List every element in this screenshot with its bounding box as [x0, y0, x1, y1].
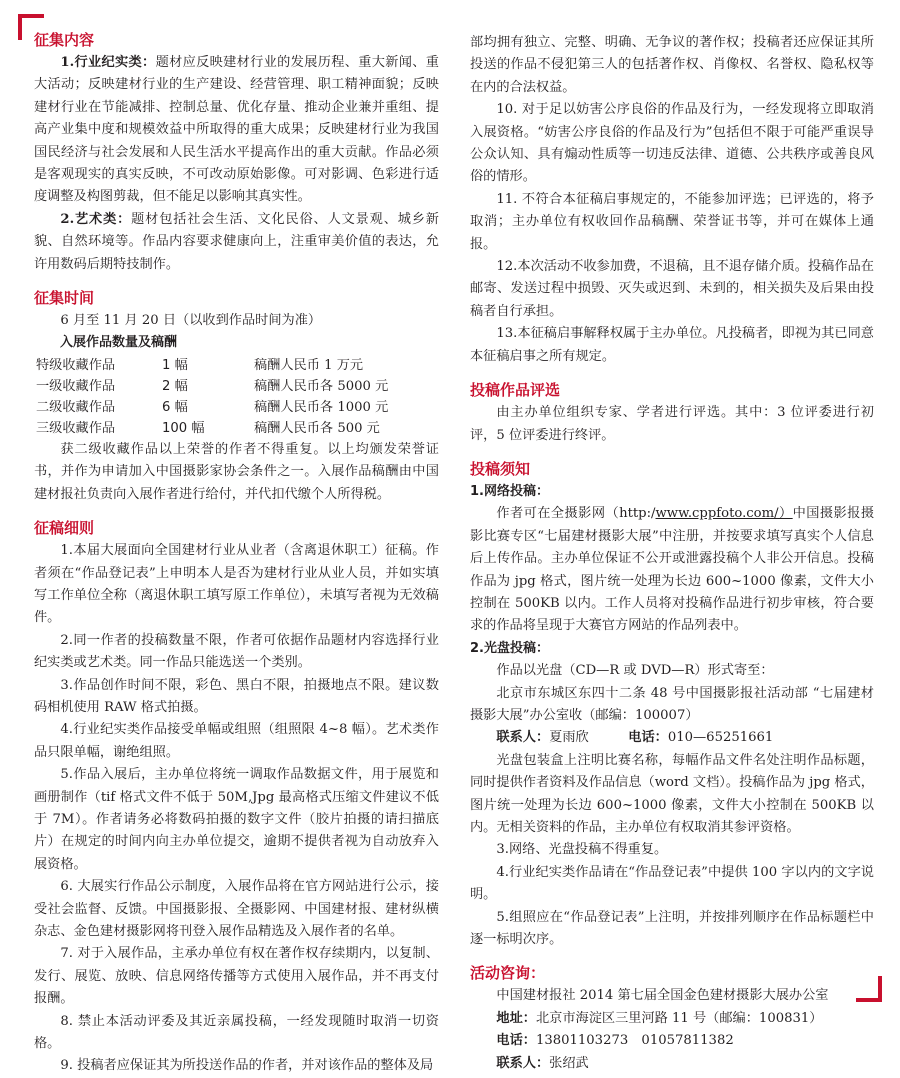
section-heading-collect-time: 征集时间	[34, 289, 95, 308]
online-submission-text: 作者可在全摄影网（http:/www.cppfoto.com/）中国摄影报摄影比赛专区“七届建材摄影大展”中注册，并按要求填写真实个人信息后上传作品。主办单位保证不公开或泄露投稿个人非公开信息。投稿作品为 jpg 格式，图片统一处理为长边 600~1000 像素，文件大小控制在 500KB 以内。工作人员将对投稿作品进行初步审核，符合要求的作品将呈现于大赛官方网站的作品列表中。	[470, 506, 875, 634]
section-heading-judging: 投稿作品评选	[470, 381, 561, 400]
disc-contact-phone: 010—65251661	[667, 730, 774, 746]
rule-item: 3.作品创作时间不限，彩色、黑白不限，拍摄地点不限。建议数码相机使用 RAW 格式拍摄。	[34, 677, 439, 715]
collect-date-line: 6 月至 11 月 20 日（以收到作品时间为准）	[60, 313, 322, 329]
section-heading-rules: 征稿细则	[34, 519, 95, 538]
online-submission-heading: 1.网络投稿：	[470, 483, 549, 499]
rule-item: 6. 大展实行作品公示制度，入展作品将在官方网站进行公示，接受社会监督、反馈。中国摄影报、全摄影网、中国建材报、建材纵横杂志、金色建材摄影网将刊登入展作品精选及入展作者的名单。	[34, 879, 439, 939]
payment-row: 一级收藏作品 2 幅 稿酬人民币各 5000 元	[36, 378, 389, 394]
section-heading-consult: 活动咨询：	[470, 964, 546, 983]
website-link[interactable]: www.cppfoto.com/）	[655, 506, 793, 522]
paragraph-industry-category: 1.行业纪实类：题材应反映建材行业的发展历程、重大新闻、重大活动；反映建材行业的生产建设、经营管理、职工精神面貌；反映建材行业在节能减排、控制总量、优化存量、推动企业兼并重组、提高产业集中度和规模效益中所取得的重大成果；反映建材行业为我国国民经济与社会发展和人民生活水平提高作出的重大贡献。作品必须是客观现实的真实反映，不可改动原始影像。可对影调、色彩进行适度调整及构图剪裁，但不能足以影响其真实性。	[34, 55, 439, 205]
rule-item: 5.作品入展后，主办单位将统一调取作品数据文件，用于展览和画册制作（tif 格式文件不低于 50M,Jpg 最高格式压缩文件建议不低于 7M）。作者请务必将数码拍摄的数字文件（胶片拍摄的请扫描底片）在规定的时间内向主办单位提交，逾期不提供者视为自动放弃入展资格。	[34, 767, 439, 872]
disc-submission-text: 作品以光盘（CD—R 或 DVD—R）形式寄至：	[496, 663, 774, 679]
disc-submission-heading: 2.光盘投稿：	[470, 640, 549, 656]
paragraph-art-category: 2.艺术类：题材包括社会生活、文化民俗、人文景观、城乡新貌、自然环境等。作品内容要求健康向上，注重审美价值的表达，允许用数码后期特技制作。	[34, 211, 439, 272]
payment-table	[36, 355, 388, 439]
rule-item: 8. 禁止本活动评委及其近亲属投稿，一经发现随时取消一切资格。	[34, 1013, 439, 1052]
rule-item: 1.本届大展面向全国建材行业从业者（含离退休职工）征稿。作者须在“作品登记表”上申明本人是否为建材行业从业人员，并如实填写工作单位全称（离退休职工填写原工作单位），未填写者视为无效稿件。	[34, 543, 439, 626]
rule-item: 9. 投稿者应保证其为所投送作品的作者，并对该作品的整体及局	[60, 1058, 434, 1074]
consult-address: 地址：北京市海淀区三里河路 11 号（邮编：100831）	[496, 1010, 823, 1026]
rule-item-continued: 部均拥有独立、完整、明确、无争议的著作权；投稿者还应保证其所投送的作品不侵犯第三人的包括著作权、肖像权、名誉权、隐私权等在内的合法权益。	[470, 35, 874, 95]
judging-text: 由主办单位组织专家、学者进行评选。其中：3 位评委进行初评，5 位评委进行终评。	[470, 405, 874, 443]
payment-row: 二级收藏作品 6 幅 稿酬人民币各 1000 元	[36, 399, 389, 415]
disc-contact-name: 夏雨欣	[549, 730, 589, 746]
submission-item: 5.组照应在“作品登记表”上注明，并按排列顺序在作品标题栏中逐一标明次序。	[470, 909, 874, 948]
disc-note: 光盘包装盒上注明比赛名称，每幅作品文件名处注明作品标题，同时提供作者资料及作品信息（word 文档）。投稿作品为 jpg 格式，图片统一处理为长边 600~1000 像素，文件大小控制在 500KB 以内。无相关资料的作品，主办单位有权取消其参评资格。	[470, 752, 874, 835]
payment-note: 获二级收藏作品以上荣誉的作者不得重复。以上均颁发荣誉证书，并作为申请加入中国摄影家协会条件之一。入展作品稿酬由中国建材报社负责向入展作者进行给付，并代扣代缴个人所得税。	[34, 441, 439, 502]
label-art-category: 2.艺术类：	[60, 211, 132, 227]
disc-mailing-address: 北京市东城区东四十二条 48 号中国摄影报社活动部 “七届建材摄影大展”办公室收（邮编：100007）	[470, 685, 874, 723]
rule-item: 13.本征稿启事解释权属于主办单位。凡投稿者，即视为其已同意本征稿启事之所有规定。	[470, 326, 874, 364]
submission-item: 4.行业纪实类作品请在“作品登记表”中提供 100 字以内的文字说明。	[470, 864, 874, 903]
disc-contact-line: 联系人：夏雨欣 电话：010—65251661	[496, 730, 774, 746]
consult-phones: 电话：13801103273 01057811382	[496, 1033, 734, 1049]
rule-item: 2.同一作者的投稿数量不限，作者可依据作品题材内容选择行业纪实类或艺术类。同一作品只能选送一个类别。	[34, 632, 439, 671]
rule-item: 11. 不符合本征稿启事规定的，不能参加评选；已评选的，将予取消；主办单位有权收回作品稿酬、荣誉证书等，并可在媒体上通报。	[470, 191, 874, 252]
submission-item: 3.网络、光盘投稿不得重复。	[496, 842, 668, 858]
rule-item: 4.行业纪实类作品接受单幅或组照（组照限 4~8 幅）。艺术类作品只限单幅，谢绝组照。	[34, 722, 439, 760]
left-column	[34, 28, 439, 1078]
payment-row: 三级收藏作品 100 幅 稿酬人民币各 500 元	[36, 420, 380, 436]
rule-item: 12.本次活动不收参加费，不退稿，且不退存储介质。投稿作品在邮寄、发送过程中损毁、灭失或迟到、未到的，相关损失及后果由投稿者自行承担。	[470, 259, 874, 319]
section-heading-collect-content: 征集内容	[34, 31, 95, 49]
rule-item: 7. 对于入展作品，主承办单位有权在著作权存续期内，以复制、发行、展览、放映、信息网络传播等方式使用入展作品，并不再支付报酬。	[34, 946, 439, 1007]
payment-heading: 入展作品数量及稿酬	[60, 335, 178, 351]
right-column	[470, 32, 874, 1075]
rule-item: 10. 对于足以妨害公序良俗的作品及行为，一经发现将立即取消入展资格。“妨害公序良俗的作品及行为”包括但不限于可能严重误导公众认知、具有煽动性质等一切违反法律、道德、公共秩序或善良风俗的情形。	[470, 102, 874, 185]
consult-contact: 联系人：张绍武	[496, 1055, 589, 1071]
consult-org: 中国建材报社 2014 第七届全国金色建材摄影大展办公室	[496, 988, 829, 1004]
payment-row: 特级收藏作品 1 幅 稿酬人民币 1 万元	[36, 357, 364, 373]
section-heading-submission: 投稿须知	[470, 459, 531, 478]
label-industry-category: 1.行业纪实类：	[60, 55, 156, 70]
